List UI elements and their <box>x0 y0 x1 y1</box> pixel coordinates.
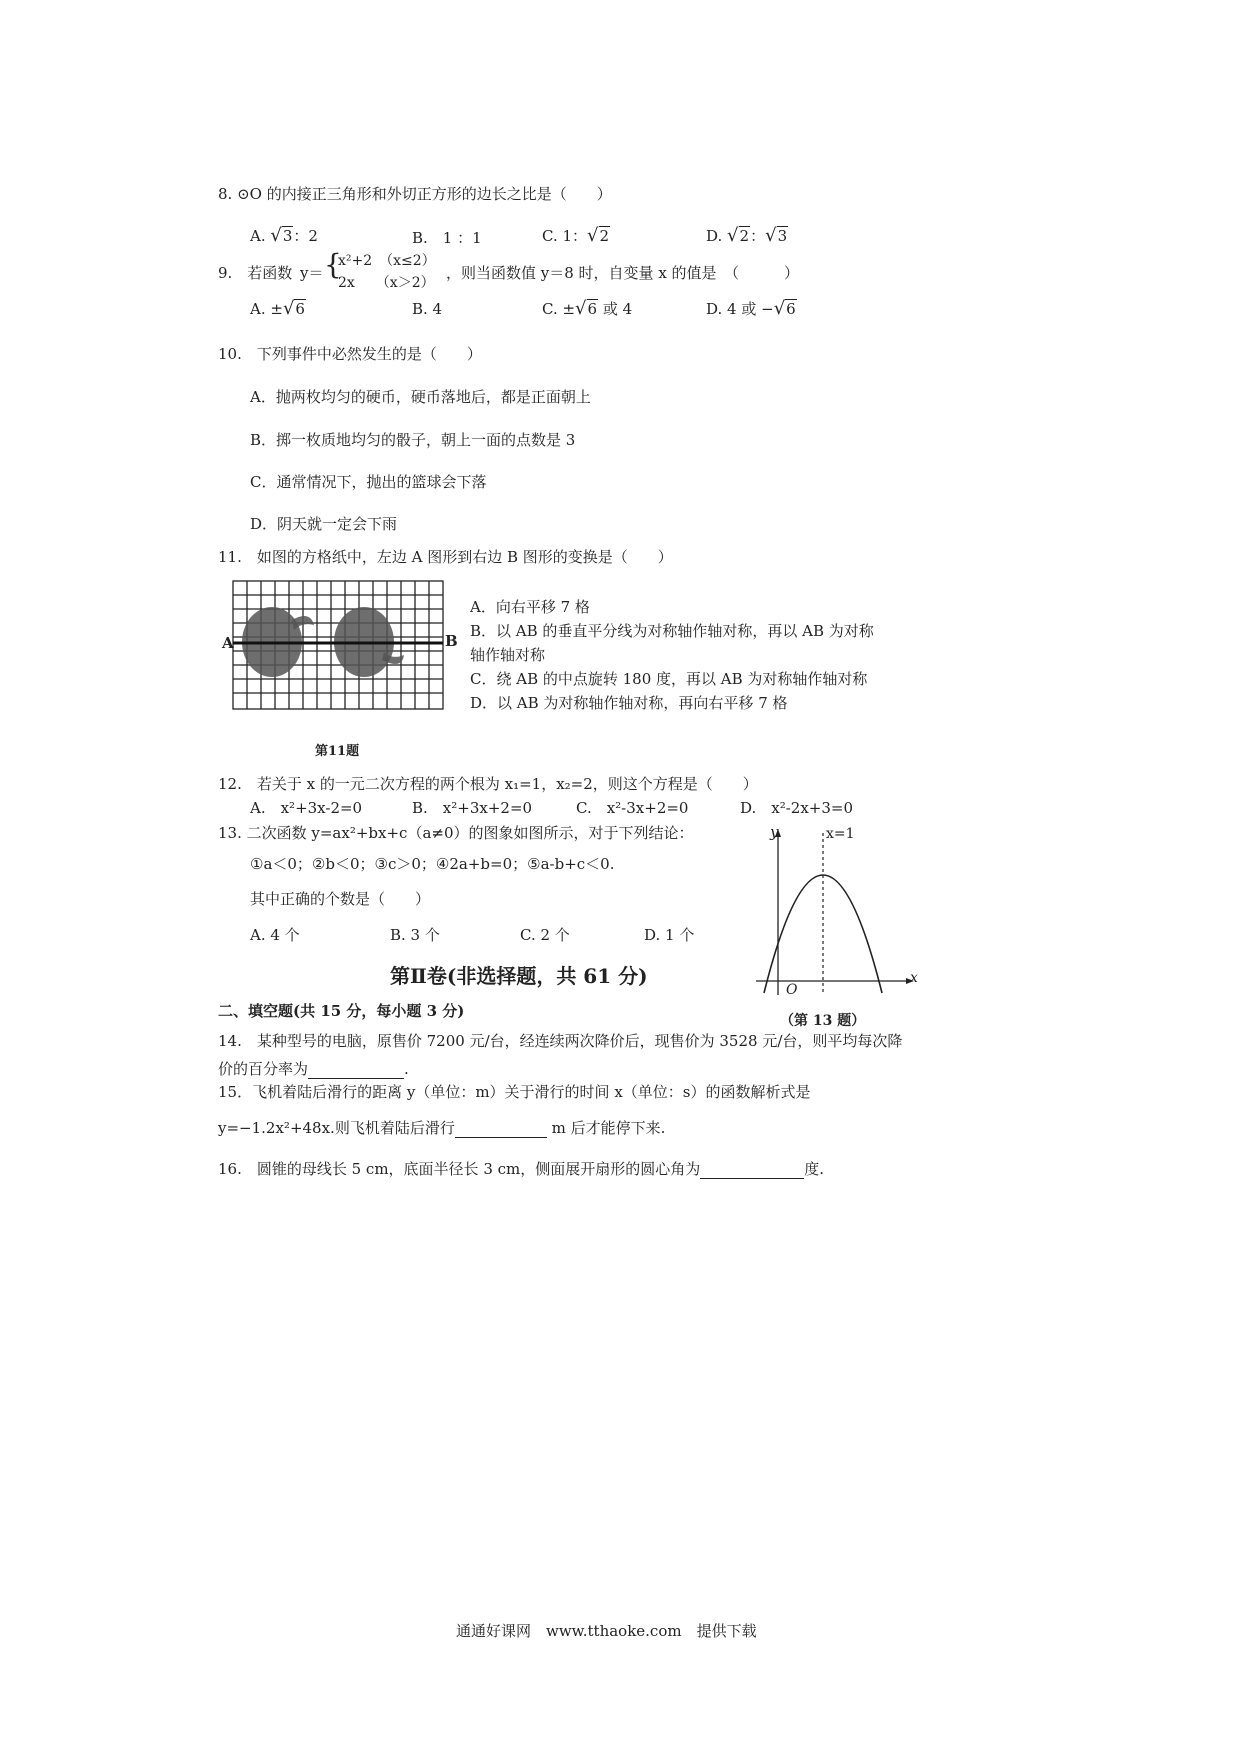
graph-y-label: y <box>770 823 779 841</box>
question-9-number: 9. 若函数 <box>218 264 293 282</box>
answer-blank-15[interactable] <box>455 1119 547 1138</box>
question-13-option-d: D. 1 个 <box>644 926 695 944</box>
question-11-option-c: C．绕 AB 的中点旋转 180 度，再以 AB 为对称轴作轴对称 <box>470 670 868 688</box>
question-15-line1: 15．飞机着陆后滑行的距离 y（单位：m）关于滑行的时间 x（单位：s）的函数解析式是 <box>218 1083 811 1101</box>
parabola-graph <box>750 825 920 1000</box>
question-12-option-c: C. x²-3x+2=0 <box>576 799 689 817</box>
question-13-option-c: C. 2 个 <box>520 926 570 944</box>
question-10-option-a: A．抛两枚均匀的硬币，硬币落地后，都是正面朝上 <box>250 388 591 406</box>
question-8-stem: 8. ⊙O 的内接正三角形和外切正方形的边长之比是（ ） <box>218 185 612 203</box>
question-12-stem: 12. 若关于 x 的一元二次方程的两个根为 x₁=1，x₂=2，则这个方程是（ ） <box>218 775 758 793</box>
question-13-stem: 13. 二次函数 y=ax²+bx+c（a≠0）的图象如图所示，对于下列结论： <box>218 824 694 842</box>
section-fill-blank: 二、填空题(共 15 分，每小题 3 分) <box>218 1002 465 1020</box>
graph-origin-label: O <box>786 982 798 998</box>
question-11-option-b-line1: B．以 AB 的垂直平分线为对称轴作轴对称，再以 AB 为对称 <box>470 622 874 640</box>
question-10-option-d: D．阴天就一定会下雨 <box>250 515 398 533</box>
footer-source: 通通好课网 www.tthaoke.com 提供下载 <box>456 1622 757 1640</box>
question-13-option-b: B. 3 个 <box>390 926 440 944</box>
question-11-option-a: A．向右平移 7 格 <box>470 598 590 616</box>
question-12-option-a: A. x²+3x-2=0 <box>250 799 363 817</box>
question-9-case-1: x²+2 （x≤2） <box>338 253 436 269</box>
question-15-line2: y=−1.2x²+48x.则飞机着陆后滑行 m 后才能停下来. <box>218 1119 666 1137</box>
answer-blank-16[interactable] <box>700 1160 804 1179</box>
figure-label-b: B <box>445 632 458 650</box>
answer-blank-14[interactable] <box>308 1060 404 1079</box>
graph-axis-label: x=1 <box>826 826 855 842</box>
question-10-option-c: C．通常情况下，抛出的篮球会下落 <box>250 473 487 491</box>
question-12-option-b: B. x²+3x+2=0 <box>412 799 533 817</box>
part-2-title: 第Ⅱ卷(非选择题，共 61 分) <box>390 964 648 988</box>
figure-label-a: A <box>222 634 234 652</box>
question-10-stem: 10. 下列事件中必然发生的是（ ） <box>218 345 482 363</box>
piecewise-brace: { <box>324 248 342 281</box>
question-8-option-d: D. √2：√3 <box>706 225 788 246</box>
question-14-line2: 价的百分率为 . <box>218 1060 409 1078</box>
question-8-option-b: B. 1 ：1 <box>412 229 482 247</box>
question-9-option-c: C. ±√6 或 4 <box>542 298 633 319</box>
question-9-tail: ，则当函数值 y＝8 时，自变量 x 的值是 （ ） <box>446 264 800 282</box>
question-9-option-a: A. ±√6 <box>250 298 305 319</box>
question-9-option-b: B. 4 <box>412 300 443 318</box>
question-8-option-c: C. 1：√2 <box>542 225 610 246</box>
grid-figure <box>232 580 444 710</box>
parabola-curve <box>764 875 882 993</box>
question-9-case-2: 2x （x＞2） <box>338 275 435 291</box>
question-11-option-d: D．以 AB 为对称轴作轴对称，再向右平移 7 格 <box>470 694 788 712</box>
graph-x-label: x <box>910 970 918 986</box>
question-13-conclusions: ①a＜0；②b＜0；③c＞0；④2a+b=0；⑤a-b+c＜0. <box>250 855 615 873</box>
question-8-option-a: A. √3：2 <box>250 225 318 246</box>
question-12-option-d: D. x²-2x+3=0 <box>740 799 854 817</box>
question-11-stem: 11. 如图的方格纸中，左边 A 图形到右边 B 图形的变换是（ ） <box>218 548 673 566</box>
question-13-ask: 其中正确的个数是（ ） <box>250 890 431 908</box>
figure-13-caption: （第 13 题） <box>780 1013 866 1029</box>
question-10-option-b: B．掷一枚质地均匀的骰子，朝上一面的点数是 3 <box>250 431 576 449</box>
question-9-y-equals: y＝ <box>300 264 324 282</box>
question-14-line1: 14. 某种型号的电脑，原售价 7200 元/台，经连续两次降价后，现售价为 3528 元/台，则平均每次降 <box>218 1032 903 1050</box>
question-9-option-d: D. 4 或 −√6 <box>706 298 796 319</box>
figure-11-caption: 第11题 <box>315 744 360 759</box>
question-13-option-a: A. 4 个 <box>250 926 300 944</box>
question-11-option-b-line2: 轴作轴对称 <box>470 646 546 664</box>
question-16: 16. 圆锥的母线长 5 cm，底面半径长 3 cm，侧面展开扇形的圆心角为 度. <box>218 1160 825 1178</box>
